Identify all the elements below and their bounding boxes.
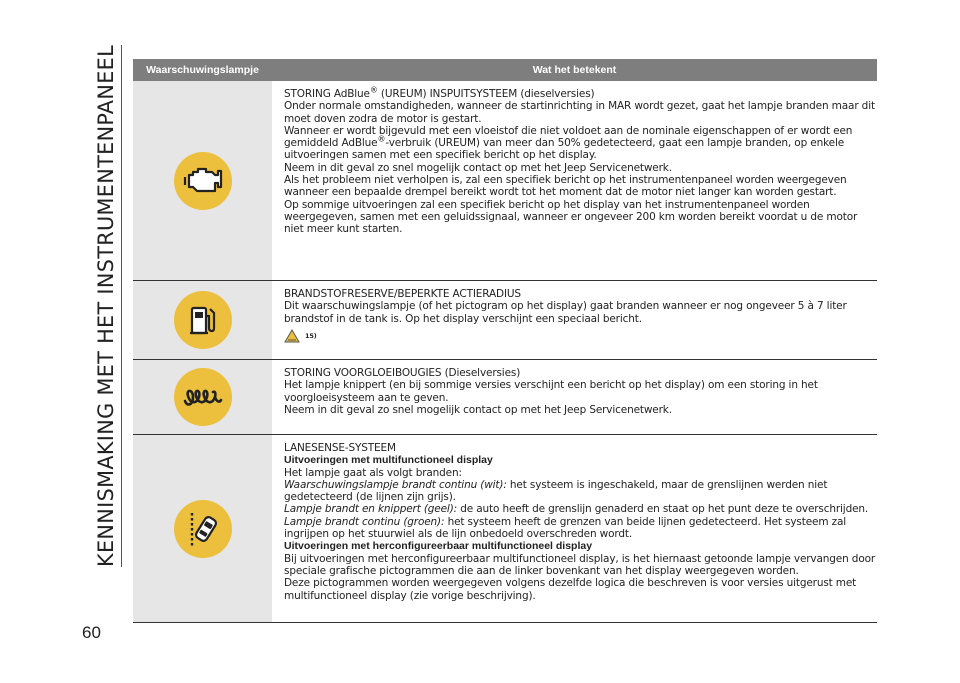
chapter-divider [121,45,122,567]
icon-cell [133,435,272,622]
header-meaning: Wat het betekent [532,64,617,76]
table-row [133,360,877,435]
paragraph: Het lampje gaat als volgt branden: [284,466,462,479]
icon-cell [133,281,272,359]
paragraph: Als het probleem niet verholpen is, zal een specifiek bericht op het instrumentenpaneel worden weergegeven wanneer een bepaalde drempel bereikt wordt tot het moment dat de motor niet langer kan worden gestart. [284,174,847,199]
meaning-cell [272,435,877,622]
warning-reference [284,329,877,343]
paragraph: Dit waarschuwingslampje (of het pictogram op het display) gaat branden wanneer er nog ongeveer 5 à 7 liter brandstof in de tank is. Op het display verschijnt een speciaal bericht. [284,300,847,325]
engine-check-icon [174,152,232,210]
paragraph: Neem in dit geval zo snel mogelijk contact op met het Jeep Servicenetwerk. [284,161,672,174]
page-number: 60 [82,623,101,642]
paragraph: Op sommige uitvoeringen zal een specifiek bericht op het display van het instrumentenpaneel worden weergegeven, samen met een geluidssignaal, wanneer er ongeveer 200 km worden bereikt voordat u de motor niet meer kunt starten. [284,198,858,236]
header-lamp: Waarschuwingslampje [146,64,259,76]
table-row [133,281,877,360]
row-title: LANESENSE-SYSTEEM [284,442,396,454]
warning-ref-number: 15) [305,331,317,340]
paragraph: Bij uitvoeringen met herconfigureerbaar multifunctioneel display, is het hiernaast getoonde lampje vervangen door speciale grafische pictogrammen die aan de linker bovenkant van het display weergegeven worden. [284,552,876,577]
meaning-cell [272,81,877,280]
table-header [133,59,877,81]
table-row [133,435,877,623]
paragraph: Lampje brandt en knippert (geel): de auto heeft de grenslijn genaderd en staat op het punt deze te overschrijden. [284,503,869,516]
icon-cell [133,81,272,280]
paragraph: Lampje brandt continu (groen): het systeem heeft de grenzen van beide lijnen gedetecteerd. Het systeem zal ingrijpen op het stuurwiel als de lijn onbedoeld overschreden wordt. [284,515,847,541]
warning-triangle-icon [284,329,300,343]
fuel-pump-icon [174,291,232,349]
chapter-title-text: KENNISMAKING MET HET INSTRUMENTENPANEEL [94,92,118,567]
table-row [133,81,877,281]
meaning-cell [272,281,877,359]
row-title: STORING VOORGLOEIBOUGIES (Dieselversies) [284,367,521,379]
paragraph: Wanneer er wordt bijgevuld met een vloeistof die niet voldoet aan de nominale eigenschappen of er wordt een gemiddeld AdBlue®-verbruik (UREUM) van meer dan 50% gedetecteerd, gaat een lampje branden, op enkele uitvoeringen samen met een specifiek bericht op het display. [284,124,853,162]
icon-cell [133,360,272,434]
subheading: Uitvoeringen met multifunctioneel display [284,454,493,467]
row-title: STORING AdBlue® (UREUM) INSPUITSYSTEEM (dieselversies) [284,85,595,100]
paragraph: Onder normale omstandigheden, wanneer de startinrichting in MAR wordt gezet, gaat het lampje branden maar dit moet doven zodra de motor is gestart. [284,100,875,125]
row-title: BRANDSTOFRESERVE/BEPERKTE ACTIERADIUS [284,288,521,300]
paragraph: Het lampje knippert (en bij sommige versies verschijnt een bericht op het display) om een storing in het voorgloeisysteem aan te geven. [284,379,818,404]
lane-sense-icon [174,500,232,558]
meaning-cell [272,360,877,434]
paragraph: Waarschuwingslampje brandt continu (wit): het systeem is ingeschakeld, maar de grenslijnen werden niet gedetecteerd (de lijnen zijn grijs). [284,478,828,504]
subheading: Uitvoeringen met herconfigureerbaar multifunctioneel display [284,540,593,553]
glow-plug-icon [174,368,232,426]
paragraph: Deze pictogrammen worden weergegeven volgens dezelfde logica die beschreven is voor versies uitgerust met multifunctioneel display (zie vorige beschrijving). [284,577,857,602]
warning-lights-table [133,59,877,623]
paragraph: Neem in dit geval zo snel mogelijk contact op met het Jeep Servicenetwerk. [284,403,672,416]
